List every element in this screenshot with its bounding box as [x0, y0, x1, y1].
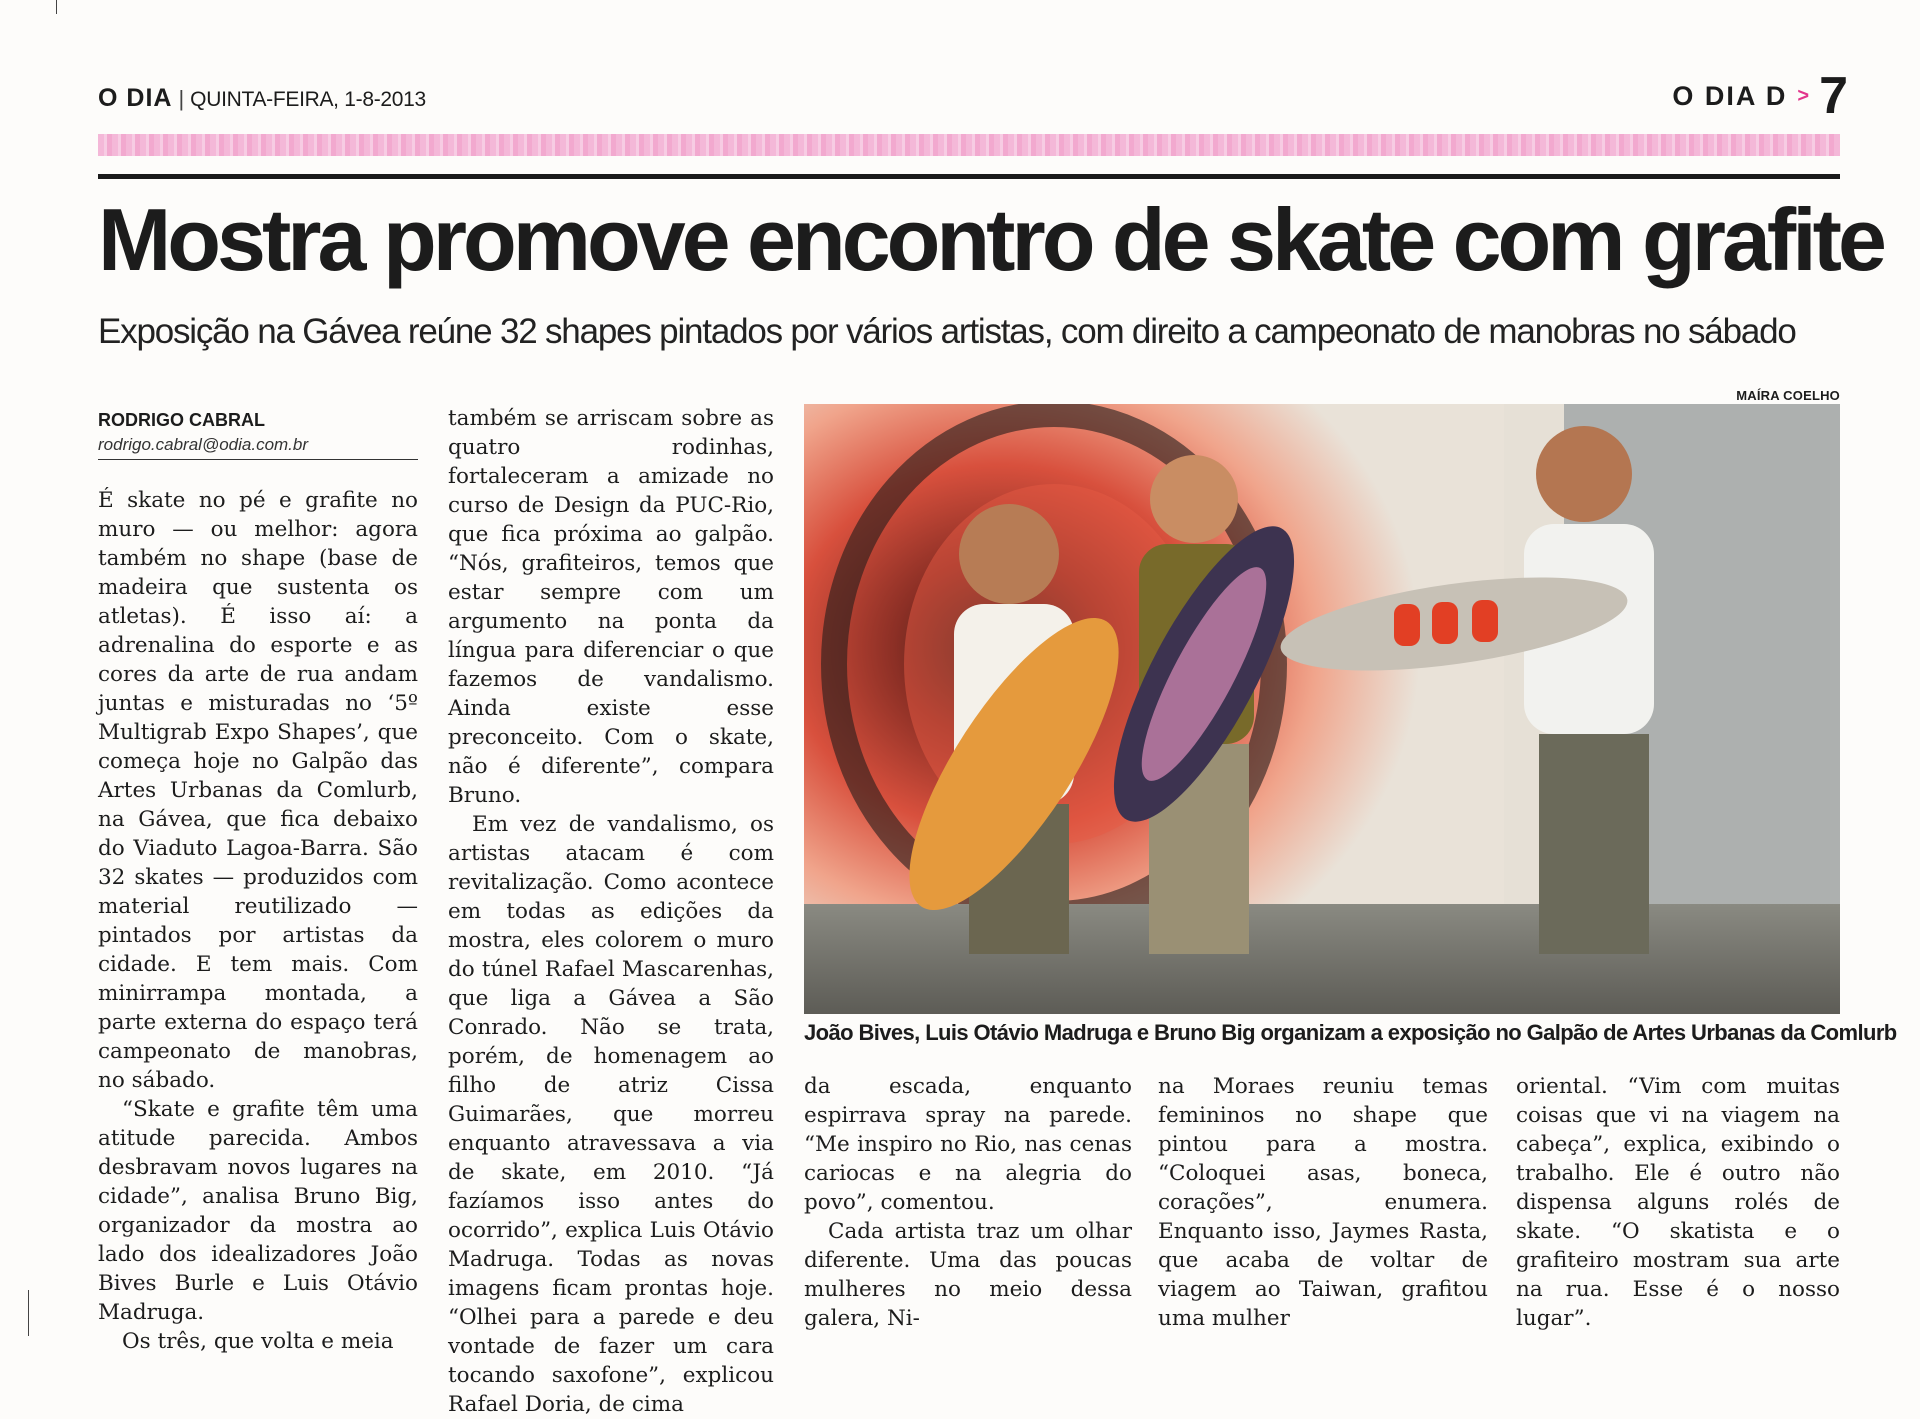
paragraph: Em vez de vandalismo, os artistas atacam é com revitalização. Como acontece em todas as edições da mostra, eles colorem o muro do túnel Rafael Mascarenhas, que liga a Gávea a São Conrado. Não se trata, porém, de homenagem ao filho de atriz Cissa Guimarães, que morreu enquanto atravessava a via de skate, em 2010. “Já fazíamos isso antes do ocorrido”, explica Luis Otávio Madruga. Todas as novas imagens ficam prontas hoje. “Olhei para a parede e deu vontade de fazer um cara tocando saxofone”, explicou Rafael Doria, de cima: [448, 812, 774, 1417]
article-column-1: [98, 486, 418, 1356]
crop-mark: [56, 0, 57, 14]
paragraph: da escada, enquanto espirrava spray na parede. “Me inspiro no Rio, nas cenas cariocas e na alegria do povo”, comentou.: [804, 1074, 1132, 1215]
section-brand: O DIA D: [1672, 80, 1788, 111]
byline: [98, 410, 418, 455]
article-column-2: [448, 404, 774, 1419]
newspaper-brand: O DIA: [98, 84, 173, 112]
crop-mark: [28, 1290, 29, 1336]
paragraph: É skate no pé e grafite no muro — ou melhor: agora também no shape (base de madeira que sustenta os atletas). É isso aí: a adrenalina do esporte e as cores da arte de rua andam juntas e misturadas no ‘5º Multigrab Expo Shapes’, que começa hoje no Galpão das Artes Urbanas da Comlurb, na Gávea, que fica debaixo do Viaduto Lagoa-Barra. São 32 skates — produzidos com material reutilizado — pintados por artistas da cidade. E tem mais. Com minirrampa montada, a parte externa do espaço terá campeonato de manobras, no sábado.: [98, 488, 418, 1093]
paragraph: “Skate e grafite têm uma atitude parecida. Ambos desbravam novos lugares na cidade”, analisa Bruno Big, organizador da mostra ao lado dos idealizadores João Bives Burle e Luis Otávio Madruga.: [98, 1097, 418, 1325]
author-email[interactable]: rodrigo.cabral@odia.com.br: [98, 435, 309, 454]
photo-caption: João Bives, Luis Otávio Madruga e Bruno Big organizam a exposição no Galpão de Artes Urbanas da Comlurb: [804, 1020, 1897, 1045]
arrow-icon: >: [1797, 84, 1810, 107]
page-number: 7: [1819, 67, 1848, 125]
article-photo: [804, 404, 1840, 1014]
edition-date: QUINTA-FEIRA, 1-8-2013: [190, 88, 426, 111]
folio-right: [1672, 67, 1848, 125]
headline: Mostra promove encontro de skate com grafite: [98, 190, 1883, 289]
author-name: RODRIGO CABRAL: [98, 410, 265, 430]
folio-separator: |: [178, 86, 185, 111]
article-column-3: [804, 1072, 1132, 1333]
photo-illustration: [804, 404, 1840, 1014]
paragraph: também se arriscam sobre as quatro rodinhas, fortaleceram a amizade no curso de Design da PUC-Rio, que fica próxima ao galpão. “Nós, grafiteiros, temos que estar sempre com um argumento na ponta da língua para diferenciar o que fazemos de vandalismo. Ainda existe esse preconceito. Com o skate, não é diferente”, compara Bruno.: [448, 406, 774, 808]
folio-left: [98, 84, 426, 113]
article-column-5: [1516, 1072, 1840, 1333]
paragraph: na Moraes reuniu temas femininos no shape que pintou para a mostra. “Coloquei asas, boneca, corações”, enumera. Enquanto isso, Jaymes Rasta, que acaba de voltar de viagem ao Taiwan, grafitou uma mulher: [1158, 1074, 1488, 1331]
byline-divider: [98, 459, 418, 460]
paragraph: oriental. “Vim com muitas coisas que vi na viagem na cabeça”, explica, exibindo o trabalho. Ele é outro não dispensa alguns rolés de skate. “O skatista e o grafiteiro mostram sua arte na rua. Esse é o nosso lugar”.: [1516, 1074, 1840, 1331]
photo-credit: MAÍRA COELHO: [1736, 388, 1840, 403]
paragraph: Os três, que volta e meia: [122, 1329, 394, 1354]
decorative-band: [98, 134, 1840, 156]
subheadline: Exposição na Gávea reúne 32 shapes pintados por vários artistas, com direito a campeonato de manobras no sábado: [98, 312, 1796, 351]
article-column-4: [1158, 1072, 1488, 1333]
header-rule: [98, 174, 1840, 179]
paragraph: Cada artista traz um olhar diferente. Uma das poucas mulheres no meio dessa galera, Ni-: [804, 1219, 1132, 1331]
